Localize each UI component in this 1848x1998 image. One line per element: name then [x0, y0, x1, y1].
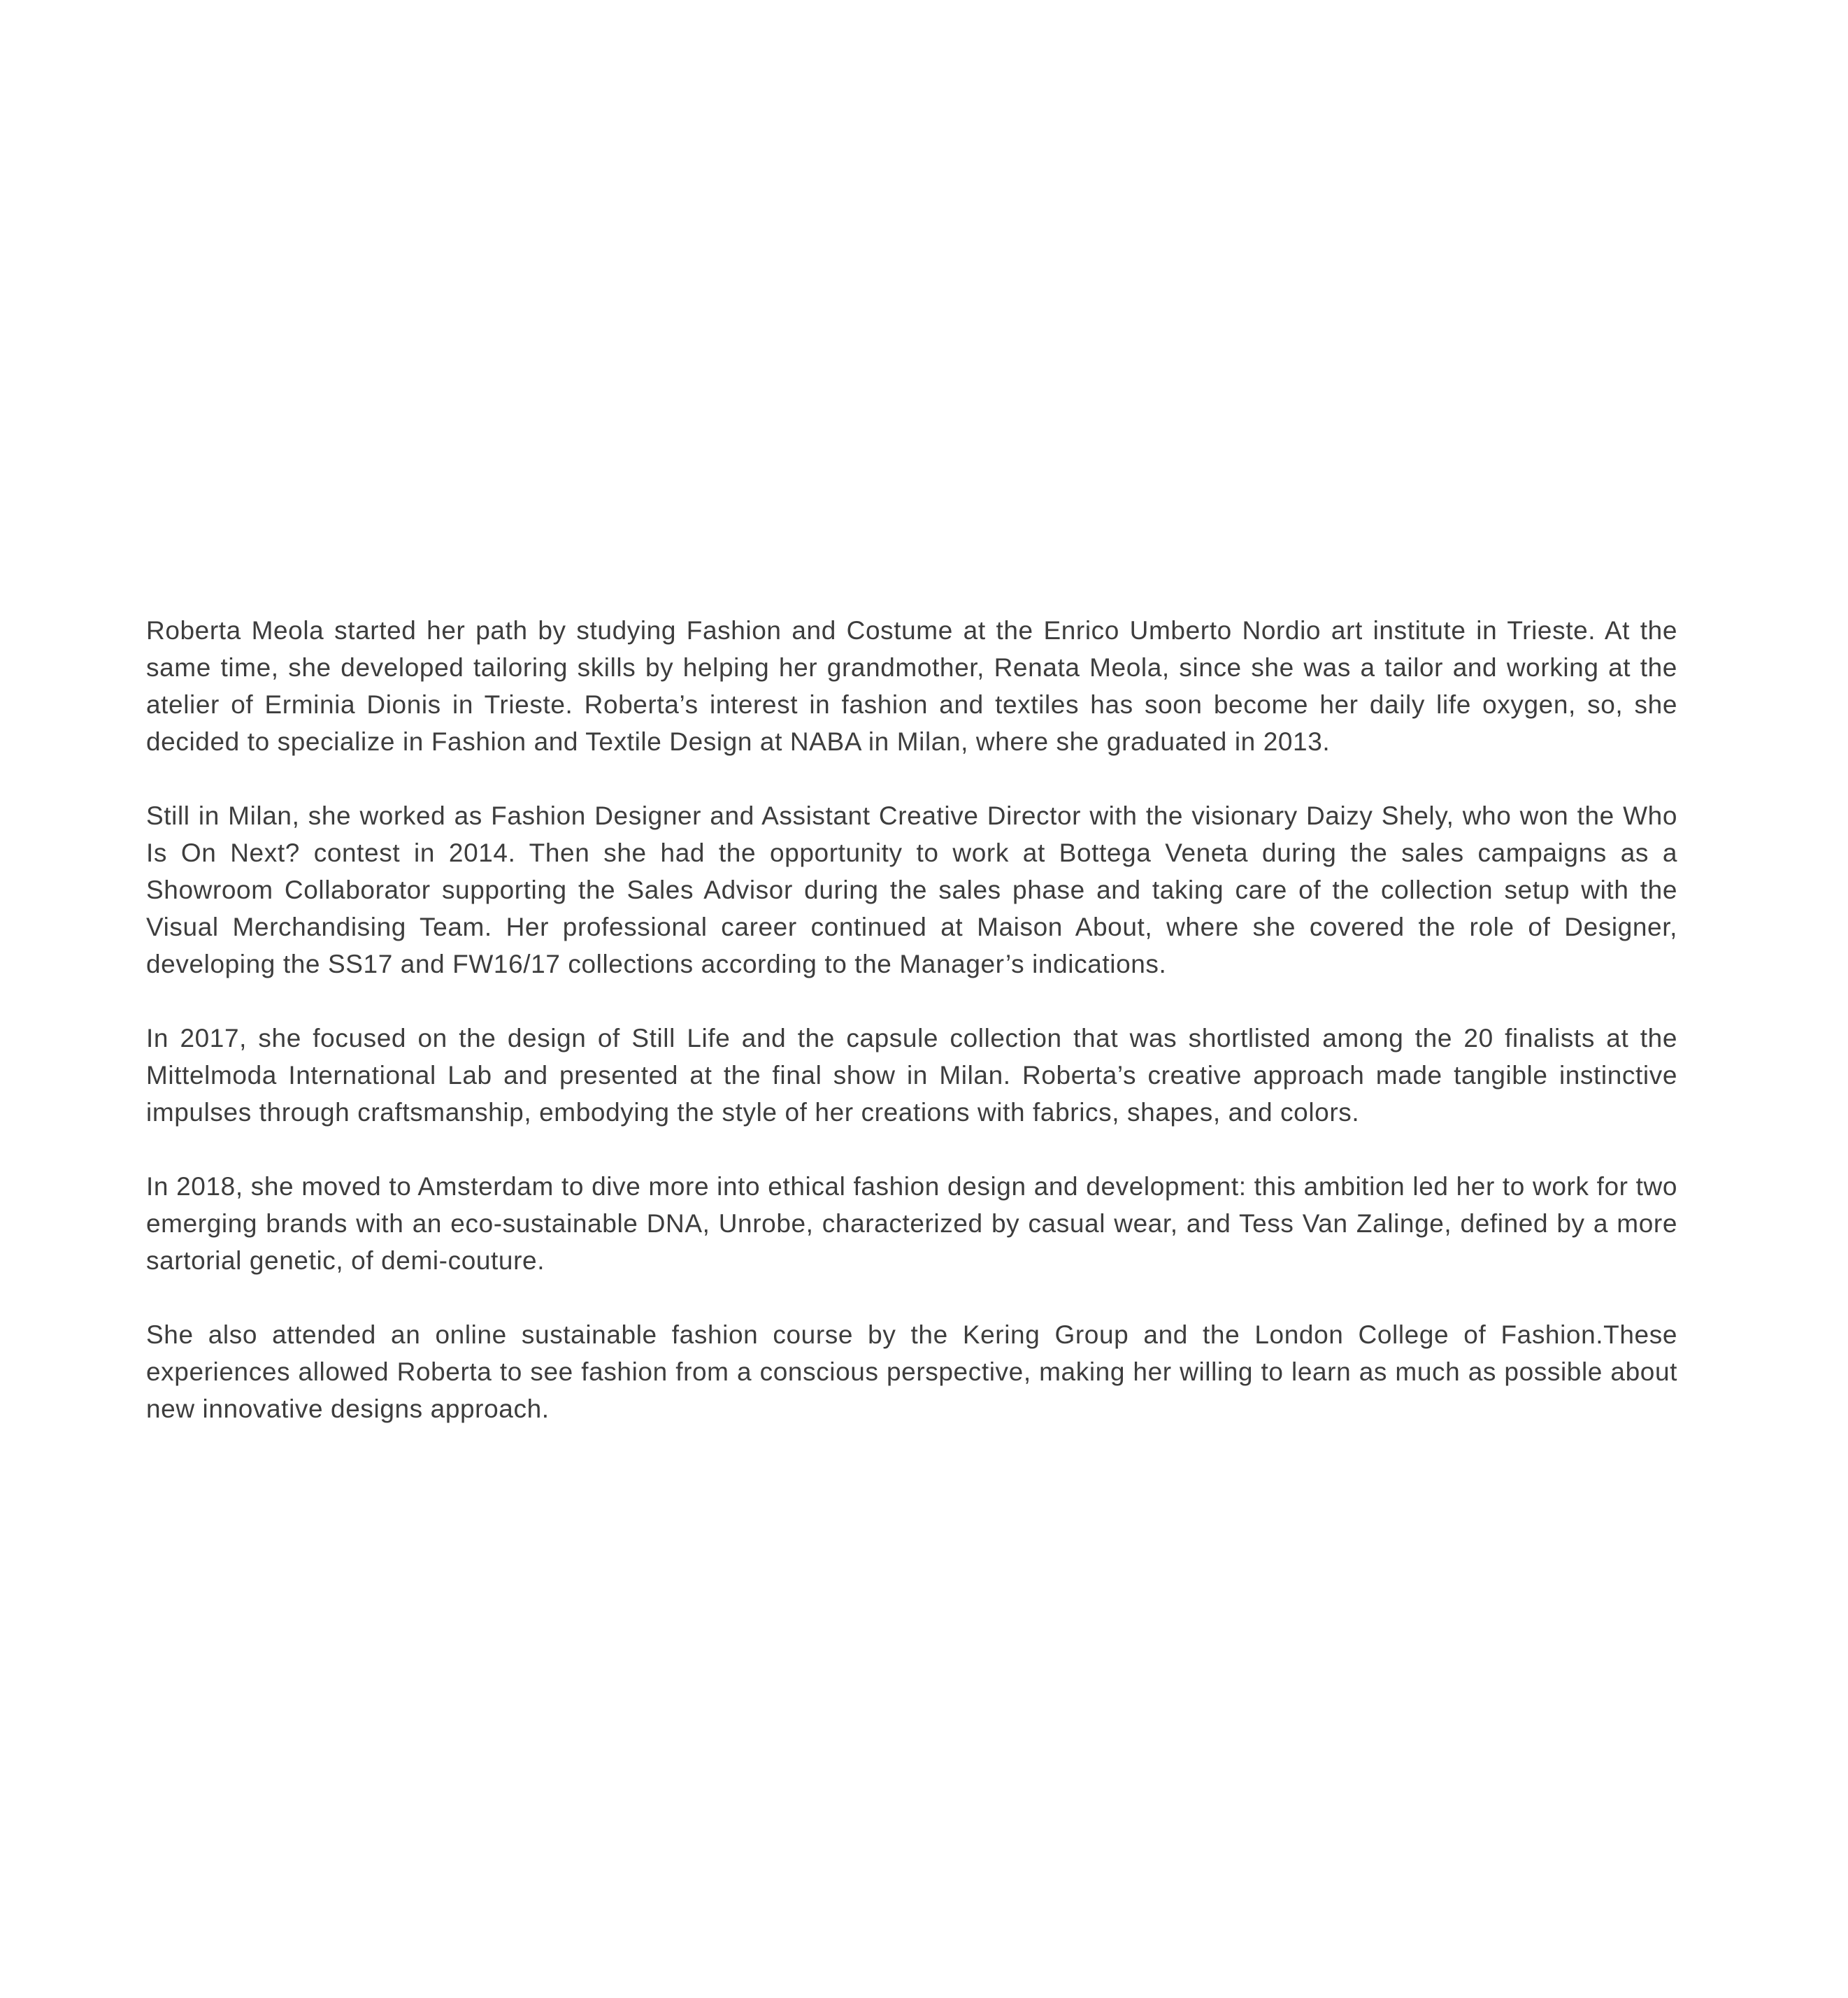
bio-text-block — [146, 612, 1677, 1427]
bio-paragraph-2018: In 2018, she moved to Amsterdam to dive more into ethical fashion design and development: this ambition led her to work for two emerging brands with an eco-sustainable DNA, Unrobe, characterized by casual wear, and Tess Van Zalinge, defined by a more sartorial genetic, of demi-couture. — [146, 1172, 1677, 1275]
bio-paragraph-milan-career: Still in Milan, she worked as Fashion Designer and Assistant Creative Director with the visionary Daizy Shely, who won the Who Is On Next? contest in 2014. Then she had the opportunity to work at Bottega Veneta during the sales campaigns as a Showroom Collaborator supporting the Sales Advisor during the sales phase and taking care of the collection setup with the Visual Merchandising Team. Her professional career continued at Maison About, where she covered the role of Designer, developing the SS17 and FW16/17 collections according to the Manager’s indications. — [146, 801, 1677, 978]
bio-paragraph-2017: In 2017, she focused on the design of Still Life and the capsule collection that was shortlisted among the 20 finalists at the Mittelmoda International Lab and presented at the final show in Milan. Roberta’s creative approach made tangible instinctive impulses through craftsmanship, embodying the style of her creations with fabrics, shapes, and colors. — [146, 1024, 1677, 1127]
bio-paragraph-courses: She also attended an online sustainable fashion course by the Kering Group and the London College of Fashion.These experiences allowed Roberta to see fashion from a conscious perspective, making her willing to learn as much as possible about new innovative designs approach. — [146, 1320, 1677, 1423]
bio-paragraph-education: Roberta Meola started her path by studying Fashion and Costume at the Enrico Umberto Nordio art institute in Trieste. At the same time, she developed tailoring skills by helping her grandmother, Renata Meola, since she was a tailor and working at the atelier of Erminia Dionis in Trieste. Roberta’s interest in fashion and textiles has soon become her daily life oxygen, so, she decided to specialize in Fashion and Textile Design at NABA in Milan, where she graduated in 2013. — [146, 616, 1677, 756]
